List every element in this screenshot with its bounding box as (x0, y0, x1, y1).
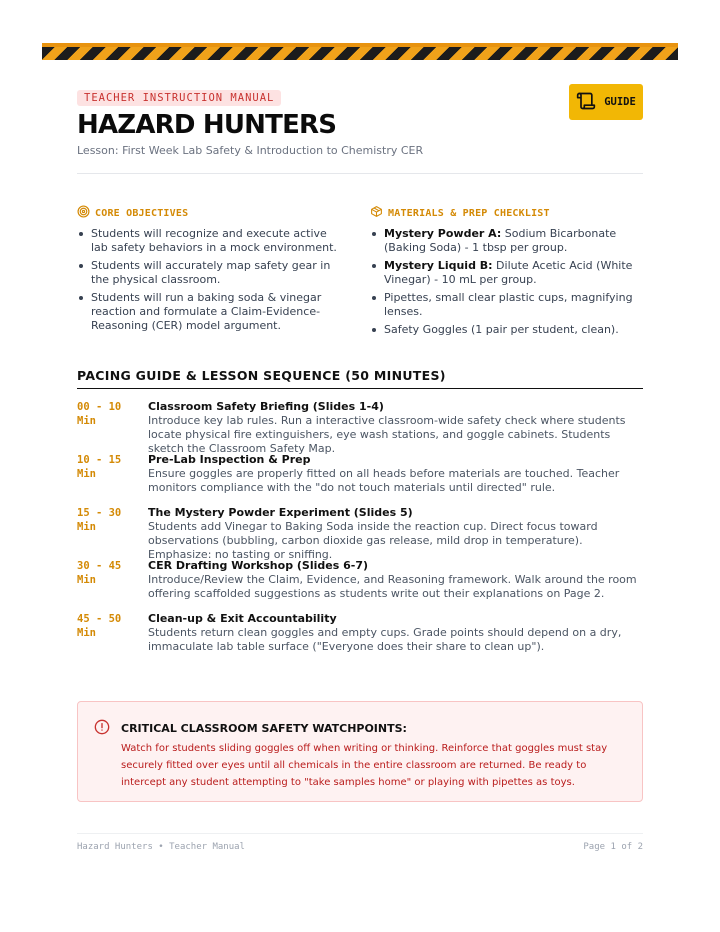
pacing-row (77, 453, 643, 506)
list-item: Students will recognize and execute active lab safety behaviors in a mock environment. (77, 227, 347, 255)
lesson-subtitle: Lesson: First Week Lab Safety & Introduction to Chemistry CER (77, 144, 424, 157)
materials-list (370, 227, 640, 337)
list-item: Pipettes, small clear plastic cups, magnifying lenses. (370, 291, 640, 319)
guide-button[interactable] (569, 84, 643, 120)
manual-tag: TEACHER INSTRUCTION MANUAL (77, 90, 281, 106)
hazard-stripe-banner (42, 43, 678, 60)
pacing-step-desc: Students add Vinegar to Baking Soda inside the reaction cup. Direct focus toward observations (bubbling, carbon dioxide gas release, mild drop in temperature). Emphasize: no tasting or sniffing. (148, 520, 598, 561)
list-item: Safety Goggles (1 pair per student, clean). (370, 323, 640, 337)
pacing-step-desc: Introduce/Review the Claim, Evidence, and Reasoning framework. Walk around the room offering scaffolded suggestions as students write out their explanations on Page 2. (148, 573, 637, 600)
pacing-step-title: Clean-up & Exit Accountability (148, 612, 337, 625)
pacing-row (77, 559, 643, 612)
pacing-time: 15 - 30 Min (77, 507, 122, 533)
alert-title: CRITICAL CLASSROOM SAFETY WATCHPOINTS: (121, 722, 407, 735)
objectives-list (77, 227, 347, 333)
page-footer (77, 833, 643, 852)
page-title: HAZARD HUNTERS (77, 110, 337, 140)
scroll-icon (576, 91, 596, 114)
alert-text: Watch for students sliding goggles off when writing or thinking. Reinforce that goggles must stay securely fitted over eyes until all chemicals in the entire classroom are returned. Be ready to intercept any student attempting to "take samples home" or playing with pipettes as toys. (121, 743, 608, 788)
target-icon (77, 205, 90, 221)
pacing-step-desc: Introduce key lab rules. Run a interactive classroom-wide safety check where students locate physical fire extinguishers, eye wash stations, and goggle cabinets. Students sketch the Classroom Safety Map. (148, 414, 626, 455)
objectives-heading: CORE OBJECTIVES (95, 207, 189, 219)
materials-section (370, 205, 640, 341)
alert-circle-icon (94, 719, 110, 735)
pacing-time: 30 - 45 Min (77, 560, 122, 586)
core-objectives-section (77, 205, 347, 337)
materials-heading: MATERIALS & PREP CHECKLIST (388, 207, 550, 219)
pacing-row (77, 506, 643, 559)
list-item: Students will accurately map safety gear in the physical classroom. (77, 259, 347, 287)
pacing-time: 10 - 15 Min (77, 454, 122, 480)
pacing-row (77, 612, 643, 665)
pacing-row (77, 400, 643, 453)
pacing-step-title: CER Drafting Workshop (Slides 6-7) (148, 559, 368, 572)
pacing-time: 00 - 10 Min (77, 401, 122, 427)
box-icon (370, 205, 383, 221)
list-item: Mystery Powder A: Sodium Bicarbonate (Baking Soda) - 1 tbsp per group. (370, 227, 640, 255)
pacing-time: 45 - 50 Min (77, 613, 122, 639)
list-item: Students will run a baking soda & vinegar reaction and formulate a Claim-Evidence-Reasoning (CER) model argument. (77, 291, 347, 333)
pacing-step-title: Classroom Safety Briefing (Slides 1-4) (148, 400, 384, 413)
list-item: Mystery Liquid B: Dilute Acetic Acid (White Vinegar) - 10 mL per group. (370, 259, 640, 287)
document-header (77, 90, 643, 174)
pacing-step-title: Pre-Lab Inspection & Prep (148, 453, 311, 466)
pacing-step-title: The Mystery Powder Experiment (Slides 5) (148, 506, 413, 519)
pacing-list (77, 400, 643, 665)
footer-doc-name: Hazard Hunters • Teacher Manual (77, 842, 245, 852)
pacing-step-desc: Students return clean goggles and empty cups. Grade points should depend on a dry, immaculate lab table surface ("Everyone does their share to clean up"). (148, 626, 622, 653)
footer-page-number: Page 1 of 2 (583, 842, 643, 852)
pacing-step-desc: Ensure goggles are properly fitted on all heads before materials are touched. Teacher monitors compliance with the "do not touch materials until directed" rule. (148, 467, 620, 494)
pacing-heading: PACING GUIDE & LESSON SEQUENCE (50 MINUTES) (77, 368, 643, 389)
guide-button-label: GUIDE (604, 96, 636, 108)
safety-alert-box (77, 701, 643, 802)
